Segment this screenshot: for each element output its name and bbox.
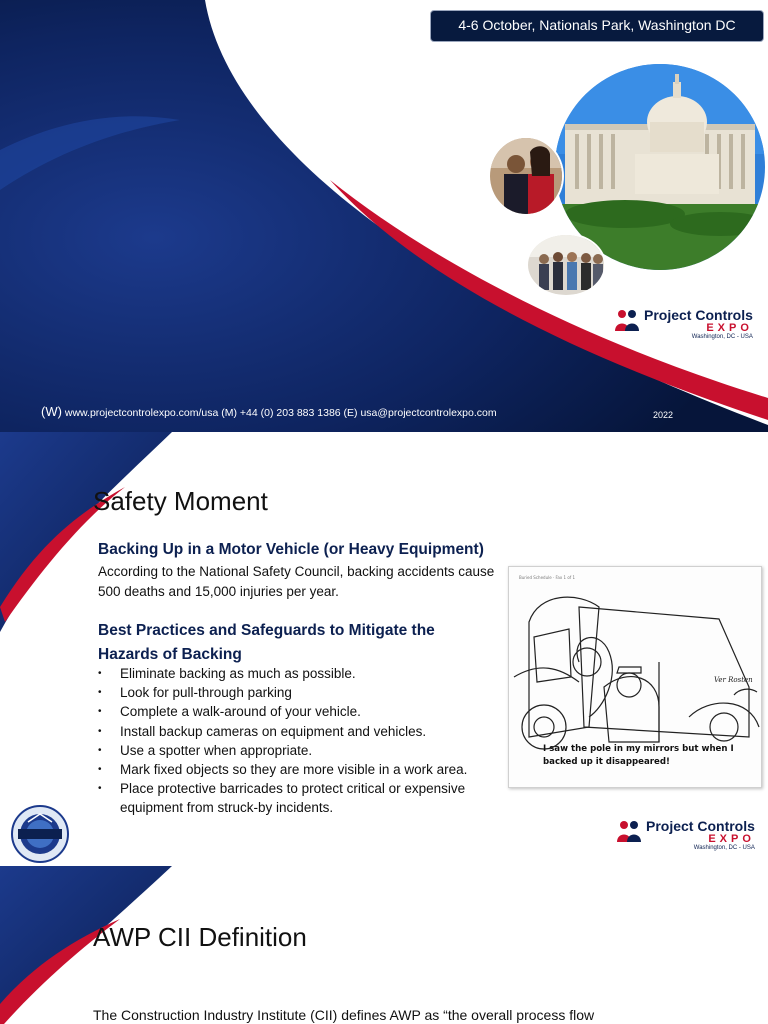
- section-heading: Backing Up in a Motor Vehicle (or Heavy Equipment): [98, 541, 484, 558]
- slide-title: Safety Moment: [93, 486, 268, 516]
- list-item: • Complete a walk-around of your vehicle.: [98, 702, 508, 721]
- list-item: • Mark fixed objects so they are more visible in a work area.: [98, 760, 508, 779]
- list-item: • Use a spotter when appropriate.: [98, 741, 508, 760]
- slide-safety-moment: [0, 432, 768, 864]
- year-label: 2022: [653, 410, 674, 420]
- logo-subtitle: Washington, DC - USA: [693, 845, 755, 851]
- slide-awp-definition: [0, 864, 768, 1024]
- list-item: • Eliminate backing as much as possible.: [98, 664, 508, 683]
- best-practices-list: [98, 664, 508, 818]
- contact-web-label: (W): [41, 404, 62, 419]
- contact-line: [41, 404, 497, 419]
- people-logo-icon: [616, 818, 642, 844]
- svg-text:Buried Schedule · Fax 1 of 1: Buried Schedule · Fax 1 of 1: [519, 575, 576, 580]
- list-item: • Look for pull-through parking: [98, 683, 508, 702]
- contact-details: www.projectcontrolexpo.com/usa (M) +44 (0) 203 883 1386 (E) usa@projectcontrolexpo.com: [64, 407, 497, 419]
- definition-text: The Construction Industry Institute (CII) defines AWP as “the overall process flow: [93, 1007, 595, 1023]
- people-logo-icon: [614, 307, 640, 333]
- group-photo: [526, 233, 606, 297]
- logo-title: Project Controls: [646, 818, 755, 834]
- event-date-banner: 4-6 October, Nationals Park, Washington DC: [430, 10, 764, 42]
- attendees-photo: [488, 136, 564, 216]
- svg-text:Ver Rosten: Ver Rosten: [714, 676, 753, 684]
- logo-expo: EXPO: [706, 322, 753, 334]
- project-controls-expo-logo: [614, 307, 753, 340]
- project-controls-expo-logo: [616, 818, 755, 851]
- logo-subtitle: Washington, DC - USA: [691, 334, 753, 340]
- section-paragraph: According to the National Safety Council, backing accidents cause 500 deaths and 15,000 injuries per year.: [98, 564, 495, 599]
- cartoon-caption: I saw the pole in my mirrors but when I backed up it disappeared!: [543, 744, 734, 767]
- slide-title: AWP CII Definition: [93, 922, 307, 952]
- list-item: • Install backup cameras on equipment and vehicles.: [98, 722, 508, 741]
- logo-title: Project Controls: [644, 307, 753, 323]
- safety-cartoon: [508, 566, 762, 788]
- logo-expo: EXPO: [708, 833, 755, 845]
- pathfinder-badge-icon: [10, 804, 70, 864]
- list-item: • Place protective barricades to protect critical or expensive equipment from struck-by incidents.: [98, 779, 508, 817]
- slide-title: [0, 0, 768, 432]
- best-practices-heading: Best Practices and Safeguards to Mitigate the Hazards of Backing: [98, 622, 435, 663]
